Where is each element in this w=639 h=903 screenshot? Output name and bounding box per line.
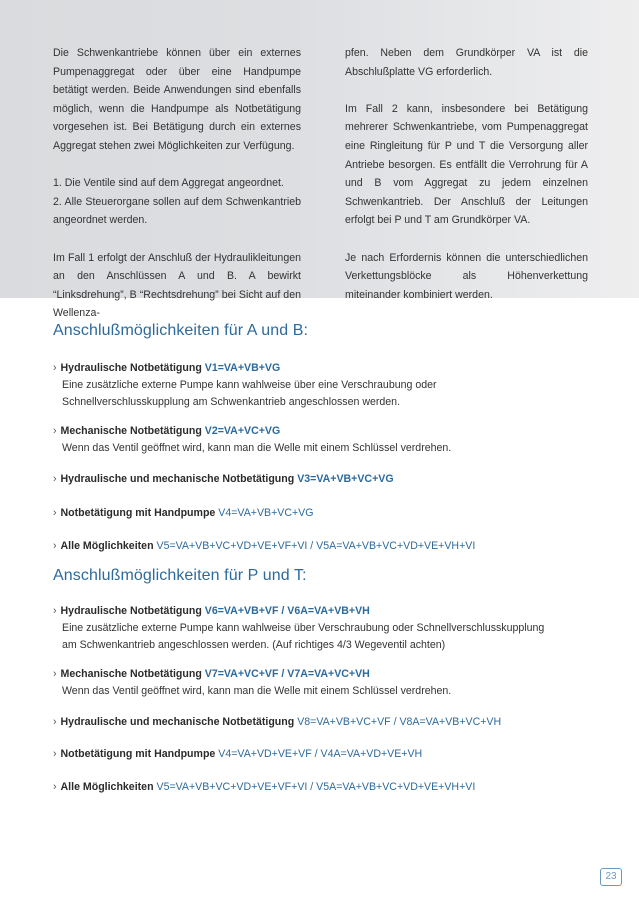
intro-right-column [345,44,588,304]
item-label: Hydraulische und mechanische Notbetätigung [60,473,295,485]
item-label: Hydraulische und mechanische Notbetätigung [60,716,295,728]
chevron-right-icon: › [53,716,57,728]
item-code: V6=VA+VB+VF / V6A=VA+VB+VH [204,605,370,617]
list-item [53,603,613,654]
item-code: V8=VA+VB+VC+VF / V8A=VA+VB+VC+VH [297,716,502,728]
chevron-right-icon: › [53,540,57,552]
item-code: V7=VA+VC+VF / V7A=VA+VC+VH [204,668,370,680]
item-description: Wenn das Ventil geöffnet wird, kann man die Welle mit einem Schlüssel verdrehen. [62,685,452,697]
list-item [53,505,613,522]
page-number: 23 [600,868,622,886]
list-item [53,538,613,555]
intro-list-item: 2. Alle Steuerorgane sollen auf dem Schwenkantrieb angeordnet werden. [53,195,301,227]
section-title-ab: Anschlußmöglichkeiten für A und B: [53,322,309,339]
item-label: Hydraulische Notbetätigung [60,362,202,374]
item-label: Mechanische Notbetätigung [60,425,202,437]
list-item [53,714,613,731]
item-label: Hydraulische Notbetätigung [60,605,202,617]
list-item [53,666,613,700]
chevron-right-icon: › [53,473,57,485]
item-description: am Schwenkantrieb angeschlossen werden. (Auf richtiges 4/3 Wegeventil achten) [62,639,446,651]
item-code: V2=VA+VC+VG [204,425,281,437]
chevron-right-icon: › [53,781,57,793]
item-description: Eine zusätzliche externe Pumpe kann wahlweise über eine Verschraubung oder [62,379,437,391]
item-description: Schnellverschlusskupplung am Schwenkantrieb angeschlossen werden. [62,396,401,408]
item-label: Alle Möglichkeiten [60,781,154,793]
list-item [53,360,613,411]
chevron-right-icon: › [53,605,57,617]
item-code: V4=VA+VB+VC+VG [218,507,314,519]
intro-paragraph: Je nach Erfordernis können die unterschiedlichen Verkettungsblöcke als Höhenverkettung miteinander kombiniert werden. [345,251,588,301]
chevron-right-icon: › [53,748,57,760]
item-code: V5=VA+VB+VC+VD+VE+VF+VI / V5A=VA+VB+VC+VD+VE+VH+VI [156,540,476,552]
list-item [53,779,613,796]
chevron-right-icon: › [53,425,57,437]
item-description: Wenn das Ventil geöffnet wird, kann man die Welle mit einem Schlüssel verdrehen. [62,442,452,454]
chevron-right-icon: › [53,507,57,519]
item-code: V3=VA+VB+VC+VG [297,473,394,485]
chevron-right-icon: › [53,668,57,680]
intro-paragraph: Die Schwenkantriebe können über ein externes Pumpenaggregat oder über eine Handpumpe betätigt werden. Beide Anwendungen sind ebenfalls möglich, wenn die Handpumpe als Notbetätigung vorgesehen ist. Bei Betätigung durch ein externes Aggregat stehen zwei Möglichkeiten zur Verfügung. [53,47,301,152]
intro-list-item: 1. Die Ventile sind auf dem Aggregat angeordnet. [53,177,284,190]
item-code: V1=VA+VB+VG [204,362,281,374]
item-description: Eine zusätzliche externe Pumpe kann wahlweise über Verschraubung oder Schnellverschlusskupplung [62,622,545,634]
section-title-pt: Anschlußmöglichkeiten für P und T: [53,567,307,584]
list-item [53,746,613,763]
item-label: Alle Möglichkeiten [60,540,154,552]
intro-left-column [53,44,301,323]
list-item [53,423,613,457]
intro-paragraph: pfen. Neben dem Grundkörper VA ist die Abschlußplatte VG erforderlich. [345,47,588,78]
intro-paragraph: Im Fall 1 erfolgt der Anschluß der Hydraulikleitungen an den Anschlüssen A und B. A bewirkt “Linksdrehung”, B “Rechtsdrehung” bei Sicht auf den Wellenza- [53,251,301,320]
item-label: Notbetätigung mit Handpumpe [60,507,216,519]
intro-paragraph: Im Fall 2 kann, insbesondere bei Betätigung mehrerer Schwenkantriebe, vom Pumpenaggregat eine Ringleitung für P und T die Versorgung aller Antriebe besorgen. Es entfällt die Verrohrung für A und B vom Aggregat zu jedem einzelnen Schwenkantrieb. Der Anschluß der Leitungen erfolgt bei P und T am Grundkörper VA. [345,102,588,227]
chevron-right-icon: › [53,362,57,374]
item-code: V5=VA+VB+VC+VD+VE+VF+VI / V5A=VA+VB+VC+VD+VE+VH+VI [156,781,476,793]
item-label: Notbetätigung mit Handpumpe [60,748,216,760]
list-item [53,471,613,488]
item-label: Mechanische Notbetätigung [60,668,202,680]
item-code: V4=VA+VD+VE+VF / V4A=VA+VD+VE+VH [218,748,423,760]
